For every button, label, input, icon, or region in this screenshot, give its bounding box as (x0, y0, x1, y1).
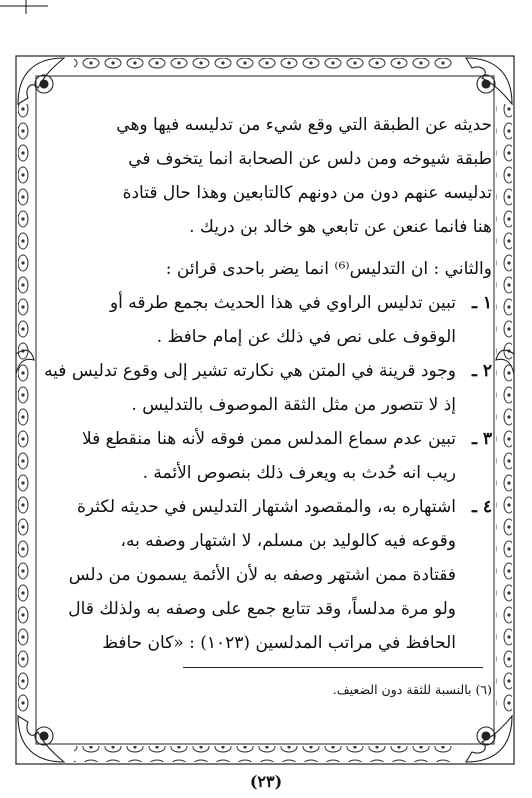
text-line: اشتهاره به، والمقصود اشتهار التدليس في حديثه لكثرة (77, 497, 456, 517)
text-line: إذ لا تتصور من مثل الثقة الموصوف بالتدليس . (131, 395, 456, 415)
footnote-separator (183, 667, 483, 668)
item-number: ٤ ـ (471, 497, 492, 517)
text-line: الوقوف على نص في ذلك عن إمام حافظ . (156, 327, 456, 347)
text-line: فقتادة ممن اشتهر وصفه به لأن الأئمة يسمون من دلس (68, 565, 456, 585)
item-number: ٢ ـ (471, 361, 492, 381)
text-line: وقوعه فيه كالوليد بن مسلم، لا اشتهار وصفه به، (120, 531, 456, 551)
second-condition-intro: والثاني : ان التدليس⁽⁶⁾ انما يضر باحدى قرائن : (165, 259, 492, 279)
text-line: هنا فانما عنعن عن تابعي هو خالد بن دريك . (189, 217, 492, 237)
text-line: طبقة شيوخه ومن دلس عن الصحابة انما يتخوف في (128, 149, 492, 169)
text-line: ولو مرة مدلساً، وقد تتابع جمع على وصفه به ولذلك قال (68, 599, 456, 619)
list-item (40, 490, 492, 660)
list-item (40, 354, 492, 422)
text-line: الحافظ في مراتب المدلسين (١٠٢٣) : «كان حافظ (102, 633, 456, 653)
text-line: حديثه عن الطبقة التي وقع شيء من تدليسه فيها وهي (116, 115, 492, 135)
page-number: (٢٣) (249, 772, 283, 791)
item-number: ٣ ـ (471, 429, 492, 449)
main-text (40, 108, 492, 660)
corner-crop-mark (0, 0, 48, 14)
text-line: ريب انه حُدث به ويعرف ذلك بنصوص الأئمة . (142, 463, 456, 483)
list-item (40, 422, 492, 490)
text-line: تبين تدليس الراوي في هذا الحديث بجمع طرقه أو (109, 293, 456, 313)
text-line: تدليسه عنهم دون من دونهم كالتابعين وهذا حال قتادة (122, 183, 492, 203)
list-item (40, 286, 492, 354)
footnote: (٦) بالنسبة للثقة دون الضعيف. (332, 682, 492, 697)
text-line: تبين عدم سماع المدلس ممن فوقه لأنه هنا منقطع فلا (82, 429, 456, 449)
item-number: ١ ـ (471, 293, 492, 313)
text-line: وجود قرينة في المتن هي نكارته تشير إلى وقوع تدليس فيه (44, 361, 456, 381)
paragraph-1 (40, 108, 492, 244)
